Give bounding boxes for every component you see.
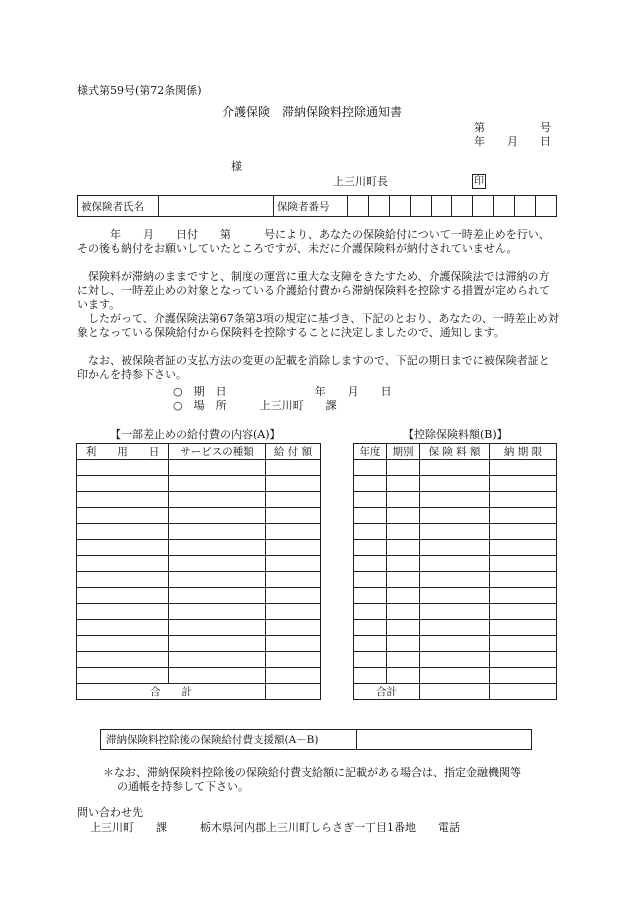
table-b-caption: 【控除保険料額(B)】 bbox=[403, 428, 508, 441]
table-row bbox=[77, 620, 321, 636]
table-cell[interactable] bbox=[266, 460, 321, 476]
table-cell[interactable] bbox=[420, 540, 490, 556]
table-cell[interactable] bbox=[169, 604, 266, 620]
table-cell[interactable] bbox=[490, 572, 557, 588]
table-row bbox=[77, 604, 321, 620]
table-cell[interactable] bbox=[169, 668, 266, 684]
result-table bbox=[100, 729, 532, 750]
table-cell[interactable] bbox=[420, 668, 490, 684]
header-usage-date: 利 用 日 bbox=[77, 444, 169, 460]
table-cell[interactable] bbox=[420, 492, 490, 508]
table-cell[interactable] bbox=[387, 460, 420, 476]
table-cell[interactable] bbox=[420, 636, 490, 652]
withheld-benefits-table bbox=[76, 443, 321, 700]
table-row bbox=[77, 556, 321, 572]
table-cell[interactable] bbox=[387, 636, 420, 652]
table-cell[interactable] bbox=[420, 572, 490, 588]
table-cell[interactable] bbox=[169, 588, 266, 604]
table-cell[interactable] bbox=[387, 492, 420, 508]
contact-details: 上三川町 課 栃木県河内郡上三川町しらさぎ一丁目1番地 電話 bbox=[90, 821, 460, 834]
table-cell[interactable] bbox=[354, 460, 387, 476]
table-cell[interactable] bbox=[354, 556, 387, 572]
table-cell[interactable] bbox=[420, 476, 490, 492]
table-cell[interactable] bbox=[266, 492, 321, 508]
table-row bbox=[354, 652, 557, 668]
table-cell[interactable] bbox=[266, 476, 321, 492]
table-row bbox=[354, 588, 557, 604]
table-row bbox=[77, 460, 321, 476]
table-cell[interactable] bbox=[77, 540, 169, 556]
table-cell[interactable] bbox=[387, 508, 420, 524]
table-cell[interactable] bbox=[420, 460, 490, 476]
table-cell[interactable] bbox=[77, 556, 169, 572]
table-cell[interactable] bbox=[490, 476, 557, 492]
document-number: 第 号 bbox=[474, 121, 551, 134]
header-fiscal-year: 年度 bbox=[354, 444, 387, 460]
table-cell[interactable] bbox=[387, 572, 420, 588]
table-cell[interactable] bbox=[266, 508, 321, 524]
table-cell[interactable] bbox=[354, 524, 387, 540]
table-cell[interactable] bbox=[169, 524, 266, 540]
table-row bbox=[354, 620, 557, 636]
table-row bbox=[77, 572, 321, 588]
table-cell[interactable] bbox=[169, 460, 266, 476]
table-cell[interactable] bbox=[387, 652, 420, 668]
header-service-type: サービスの種類 bbox=[169, 444, 266, 460]
body-paragraph: 年 月 日付 第 号により、あなたの保険給付について一時差止めを行い、その後も納付をお願いしていたところですが、未だに介護保険料が納付されていません。 bbox=[77, 228, 550, 255]
table-cell[interactable] bbox=[77, 476, 169, 492]
document-title: 介護保険 滞納保険料控除通知書 bbox=[222, 105, 403, 119]
table-cell[interactable] bbox=[420, 588, 490, 604]
table-cell[interactable] bbox=[266, 572, 321, 588]
table-cell[interactable] bbox=[387, 524, 420, 540]
insured-number-digit[interactable] bbox=[536, 196, 557, 217]
table-cell[interactable] bbox=[354, 604, 387, 620]
table-cell[interactable] bbox=[490, 524, 557, 540]
table-row bbox=[354, 668, 557, 684]
table-cell[interactable] bbox=[354, 668, 387, 684]
total-value-cell[interactable] bbox=[490, 684, 557, 700]
table-cell[interactable] bbox=[266, 524, 321, 540]
insured-name-field[interactable] bbox=[159, 196, 274, 217]
table-cell[interactable] bbox=[77, 636, 169, 652]
schedule-date: ○ 期 日 年 月 日 bbox=[173, 385, 392, 398]
table-cell[interactable] bbox=[354, 540, 387, 556]
table-row bbox=[77, 492, 321, 508]
table-b-total-label: 合計 bbox=[354, 684, 420, 700]
table-cell[interactable] bbox=[354, 652, 387, 668]
table-cell[interactable] bbox=[266, 652, 321, 668]
table-cell[interactable] bbox=[266, 588, 321, 604]
table-cell[interactable] bbox=[77, 572, 169, 588]
table-row bbox=[77, 524, 321, 540]
table-cell[interactable] bbox=[387, 540, 420, 556]
schedule-place: ○ 場 所 上三川町 課 bbox=[173, 399, 337, 412]
body-paragraph: したがって、介護保険法第67条第3項の規定に基づき、下記のとおり、あなたの、一時差止め対象となっている保険給付から保険料を控除することに決定しましたので、通知します。 bbox=[77, 312, 559, 339]
table-cell[interactable] bbox=[490, 492, 557, 508]
insured-number-digit[interactable] bbox=[452, 196, 473, 217]
table-cell[interactable] bbox=[77, 492, 169, 508]
table-row bbox=[77, 652, 321, 668]
table-row bbox=[354, 556, 557, 572]
table-row bbox=[354, 572, 557, 588]
insured-name-label: 被保険者氏名 bbox=[78, 196, 159, 217]
result-label: 滞納保険料控除後の保険給付費支援額(A－B) bbox=[101, 730, 357, 750]
table-cell[interactable] bbox=[266, 556, 321, 572]
table-cell[interactable] bbox=[77, 668, 169, 684]
insured-number-digit[interactable] bbox=[389, 196, 410, 217]
table-cell[interactable] bbox=[169, 508, 266, 524]
table-cell[interactable] bbox=[490, 508, 557, 524]
table-cell[interactable] bbox=[387, 476, 420, 492]
table-cell[interactable] bbox=[490, 668, 557, 684]
table-row bbox=[77, 636, 321, 652]
table-cell[interactable] bbox=[77, 524, 169, 540]
table-cell[interactable] bbox=[354, 572, 387, 588]
table-cell[interactable] bbox=[169, 572, 266, 588]
header-benefit-amount: 給 付 額 bbox=[266, 444, 321, 460]
table-cell[interactable] bbox=[354, 508, 387, 524]
header-premium-amount: 保 険 料 額 bbox=[420, 444, 490, 460]
body-paragraph: なお、被保険者証の支払方法の変更の記載を消除しますので、下記の期日までに被保険者証と印かんを持参下さい。 bbox=[77, 354, 550, 381]
insured-number-digit[interactable] bbox=[494, 196, 515, 217]
table-cell[interactable] bbox=[266, 668, 321, 684]
body-paragraph: 保険料が滞納のままですと、制度の運営に重大な支障をきたすため、介護保険法では滞納の方に対し、一時差止めの対象となっている介護給付費から滞納保険料を控除する措置が定められています。 bbox=[77, 270, 550, 311]
table-row bbox=[77, 540, 321, 556]
table-cell[interactable] bbox=[420, 524, 490, 540]
table-cell[interactable] bbox=[354, 636, 387, 652]
table-row bbox=[354, 524, 557, 540]
table-cell[interactable] bbox=[169, 636, 266, 652]
table-row bbox=[77, 668, 321, 684]
header-period: 期別 bbox=[387, 444, 420, 460]
table-cell[interactable] bbox=[490, 604, 557, 620]
form-number: 様式第59号(第72条関係) bbox=[77, 84, 202, 97]
insured-number-label: 保険者番号 bbox=[274, 196, 348, 217]
table-row bbox=[354, 508, 557, 524]
table-a-total-label: 合 計 bbox=[77, 684, 266, 700]
insured-number-digit[interactable] bbox=[515, 196, 536, 217]
header-due-date: 納 期 限 bbox=[490, 444, 557, 460]
sender-name: 上三川町長 bbox=[333, 175, 388, 188]
total-value-cell[interactable] bbox=[420, 684, 490, 700]
table-cell[interactable] bbox=[387, 588, 420, 604]
table-cell[interactable] bbox=[354, 620, 387, 636]
insured-number-digit[interactable] bbox=[368, 196, 389, 217]
table-cell[interactable] bbox=[169, 476, 266, 492]
table-cell[interactable] bbox=[169, 652, 266, 668]
table-row bbox=[77, 508, 321, 524]
insured-number-digit[interactable] bbox=[473, 196, 494, 217]
note-line: ＊なお、滞納保険料控除後の保険給付費支給額に記載がある場合は、指定金融機関等 bbox=[103, 766, 521, 779]
total-value-cell[interactable] bbox=[266, 684, 321, 700]
contact-title: 問い合わせ先 bbox=[77, 806, 143, 819]
table-cell[interactable] bbox=[169, 492, 266, 508]
table-cell[interactable] bbox=[169, 556, 266, 572]
table-cell[interactable] bbox=[490, 460, 557, 476]
addressee-suffix: 様 bbox=[231, 160, 242, 173]
insured-number-digit[interactable] bbox=[348, 196, 369, 217]
table-row bbox=[354, 604, 557, 620]
table-cell[interactable] bbox=[77, 588, 169, 604]
insured-info-table bbox=[77, 195, 557, 217]
table-cell[interactable] bbox=[77, 620, 169, 636]
total-row bbox=[77, 684, 321, 700]
total-row bbox=[354, 684, 557, 700]
table-cell[interactable] bbox=[77, 460, 169, 476]
table-cell[interactable] bbox=[490, 636, 557, 652]
table-cell[interactable] bbox=[420, 556, 490, 572]
table-cell[interactable] bbox=[169, 540, 266, 556]
table-cell[interactable] bbox=[77, 508, 169, 524]
seal-mark: 印 bbox=[474, 176, 484, 187]
table-cell[interactable] bbox=[420, 604, 490, 620]
table-cell[interactable] bbox=[387, 556, 420, 572]
table-cell[interactable] bbox=[420, 620, 490, 636]
table-cell[interactable] bbox=[387, 604, 420, 620]
table-cell[interactable] bbox=[420, 508, 490, 524]
document-date: 年 月 日 bbox=[474, 135, 551, 148]
table-row bbox=[354, 460, 557, 476]
table-row bbox=[77, 588, 321, 604]
table-a-caption: 【一部差止めの給付費の内容(A)】 bbox=[110, 428, 281, 441]
insured-number-digit[interactable] bbox=[431, 196, 452, 217]
table-cell[interactable] bbox=[354, 588, 387, 604]
table-cell[interactable] bbox=[77, 652, 169, 668]
table-row bbox=[354, 476, 557, 492]
table-cell[interactable] bbox=[490, 620, 557, 636]
table-cell[interactable] bbox=[490, 540, 557, 556]
table-cell[interactable] bbox=[266, 540, 321, 556]
table-cell[interactable] bbox=[266, 636, 321, 652]
insured-number-digit[interactable] bbox=[410, 196, 431, 217]
table-cell[interactable] bbox=[354, 476, 387, 492]
deduction-table bbox=[353, 443, 557, 700]
table-cell[interactable] bbox=[387, 620, 420, 636]
table-cell[interactable] bbox=[490, 556, 557, 572]
table-cell[interactable] bbox=[266, 604, 321, 620]
table-cell[interactable] bbox=[490, 588, 557, 604]
note-line: の通帳を持参して下さい。 bbox=[117, 780, 249, 793]
result-amount-field[interactable] bbox=[357, 730, 532, 750]
table-row bbox=[77, 476, 321, 492]
table-row bbox=[354, 492, 557, 508]
table-cell[interactable] bbox=[490, 652, 557, 668]
table-cell[interactable] bbox=[354, 492, 387, 508]
table-cell[interactable] bbox=[77, 604, 169, 620]
table-row bbox=[354, 636, 557, 652]
table-cell[interactable] bbox=[266, 620, 321, 636]
table-row bbox=[354, 540, 557, 556]
table-cell[interactable] bbox=[169, 620, 266, 636]
table-cell[interactable] bbox=[387, 668, 420, 684]
table-cell[interactable] bbox=[420, 652, 490, 668]
